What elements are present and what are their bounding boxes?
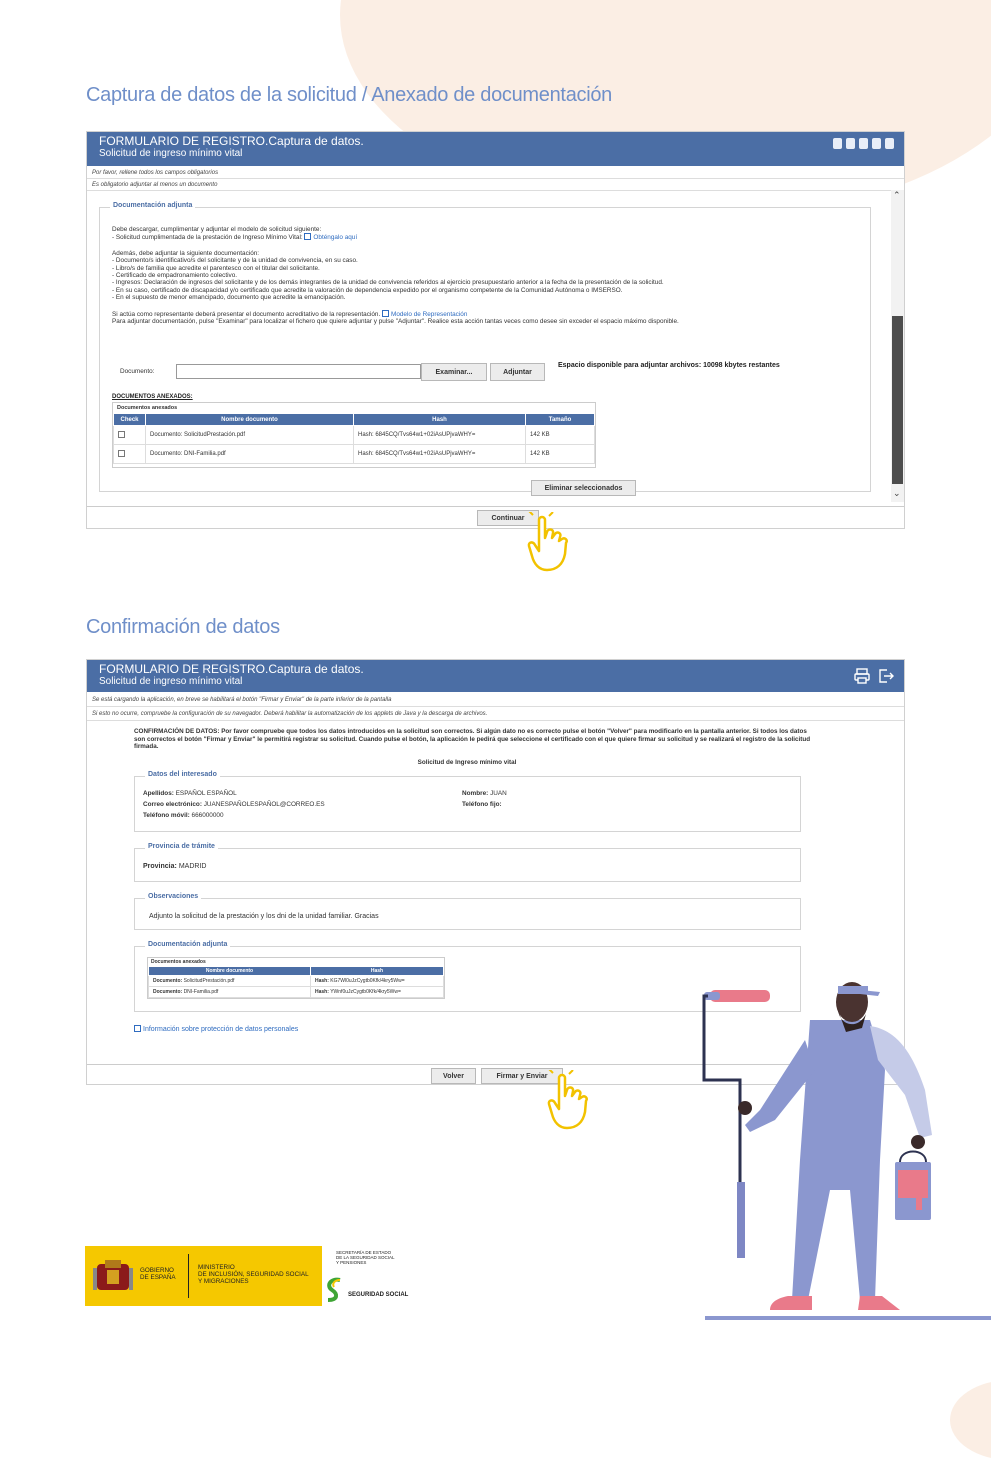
- privacy-link[interactable]: Información sobre protección de datos personales: [143, 1026, 299, 1033]
- doc-name: Documento: DNI-Familia.pdf: [146, 445, 354, 464]
- fieldset-legend: Observaciones: [145, 893, 201, 900]
- doc-item-5: - En el supuesto de menor emancipado, documento que acredite la emancipación.: [112, 294, 346, 302]
- form-subtitle: Solicitud de ingreso mínimo vital: [99, 676, 243, 687]
- notice-required: Por favor, rellene todos los campos obligatorios: [87, 167, 904, 179]
- form-subtitle: Solicitud de ingreso mínimo vital: [99, 148, 243, 159]
- government-name: GOBIERNO DE ESPAÑA: [140, 1267, 176, 1281]
- form-name: Solicitud de Ingreso mínimo vital: [417, 759, 517, 766]
- col-name: Nombre documento: [149, 967, 311, 976]
- pointer-hand-icon: [545, 1070, 611, 1136]
- social-security-name: SEGURIDAD SOCIAL: [348, 1292, 409, 1298]
- section-title-capture: Captura de datos de la solicitud / Anexado de documentación: [86, 84, 613, 106]
- logo-divider: [188, 1254, 189, 1298]
- doc-hash: Hash: 6845CQ/Tvs64w1+02iAsUPjvaWHY=: [354, 445, 526, 464]
- summary-subtitle: Documentos anexados: [151, 959, 206, 965]
- representation-model-link[interactable]: Modelo de Representación: [391, 310, 468, 318]
- doc-name: DNI-Familia.pdf: [183, 989, 219, 995]
- annexed-table-box: [112, 402, 596, 468]
- doc-item-1: - Libro/s de familia que acredite el parentesco con el titular del solicitante.: [112, 264, 320, 272]
- divider: [87, 506, 904, 507]
- available-space: Espacio disponible para adjuntar archivos: 10098 kbytes restantes: [558, 362, 780, 369]
- name-field: Nombre: JUAN: [462, 790, 507, 797]
- docs-intro: Además, debe adjuntar la siguiente documentación:: [112, 249, 260, 257]
- table-row: Documento: SolicitudPrestación.pdf Hash: KG7Wl0uJzCygtb0Kfk/4kry5Ww=: [149, 976, 444, 987]
- observations-text: Adjunto la solicitud de la prestación y los dni de la unidad familiar. Gracias: [149, 913, 379, 920]
- form-header: [87, 660, 904, 692]
- exit-icon[interactable]: [885, 138, 894, 149]
- continue-button[interactable]: Continuar: [477, 510, 539, 526]
- intro-text: Debe descargar, cumplimentar y adjuntar el modelo de solicitud siguiente:: [112, 226, 322, 233]
- row-checkbox[interactable]: [118, 431, 125, 438]
- external-link-icon: [134, 1025, 141, 1032]
- form-title: FORMULARIO DE REGISTRO.Captura de datos.: [99, 662, 364, 676]
- secretariat-name: SECRETARÍA DE ESTADO DE LA SEGURIDAD SOCIAL Y PENSIONES: [336, 1250, 395, 1265]
- col-check: Check: [114, 414, 146, 426]
- doc-hash: YWnf0uJzCygtb0Kfk/4kry5Ww=: [330, 989, 401, 995]
- surname-field: Apellidos: ESPAÑOL ESPAÑOL: [143, 790, 237, 797]
- province-fieldset: [134, 843, 801, 882]
- scroll-thumb[interactable]: [892, 316, 903, 484]
- decorative-blob-bottom: [950, 1380, 991, 1460]
- table-row: [114, 445, 595, 464]
- doc-size: 142 KB: [526, 445, 595, 464]
- scroll-up-icon[interactable]: ⌃: [893, 190, 901, 200]
- notice-attachment: Es obligatorio adjuntar al menos un documento: [87, 179, 904, 191]
- coat-of-arms-icon: [93, 1256, 133, 1296]
- exit-icon[interactable]: [878, 668, 894, 684]
- attached-docs-fieldset: [99, 202, 871, 492]
- form-header: [87, 132, 904, 166]
- social-security-icon: [324, 1276, 346, 1304]
- registration-form-capture: [86, 131, 905, 529]
- summary-table-box: [147, 957, 445, 999]
- government-logos: [85, 1246, 417, 1306]
- doc-name: Documento: SolicitudPrestación.pdf: [146, 426, 354, 445]
- print-icon[interactable]: [846, 138, 855, 149]
- privacy-link-row: [134, 1025, 298, 1033]
- doc-item-0: - Documento/s identificativo/s del solicitante y de la unidad de convivencia, en su caso.: [112, 257, 358, 265]
- col-name: Nombre documento: [146, 414, 354, 426]
- doc-name: SolicitudPrestación.pdf: [183, 978, 235, 984]
- fieldset-legend: Documentación adjunta: [145, 941, 230, 948]
- doc-hash: KG7Wl0uJzCygtb0Kfk/4kry5Ww=: [330, 978, 405, 984]
- header-toolbar: [833, 138, 894, 149]
- table-row: [114, 426, 595, 445]
- help-icon[interactable]: [859, 138, 868, 149]
- pointer-hand-icon: [525, 512, 591, 578]
- observations-fieldset: [134, 893, 801, 930]
- annexed-subtitle: Documentos anexados: [117, 405, 178, 411]
- sign-and-send-button[interactable]: Firmar y Enviar: [481, 1068, 563, 1084]
- browse-button[interactable]: Examinar...: [421, 363, 487, 381]
- external-link-icon: [304, 233, 311, 240]
- doc-item-4: - En su caso, certificado de discapacidad y/o certificado que acredite la valoración de dependencia expedido por el organismo competente de la Comunidad Autónoma o IMSERSO.: [112, 286, 623, 294]
- intro-item: - Solicitud cumplimentada de la prestación de Ingreso Mínimo Vital: Obténgalo aquí: [112, 234, 358, 242]
- form-title: FORMULARIO DE REGISTRO.Captura de datos.: [99, 134, 364, 148]
- fieldset-legend: Documentación adjunta: [110, 202, 195, 209]
- mobile-field: Teléfono móvil: 666000000: [143, 812, 224, 819]
- print-icon[interactable]: [854, 668, 870, 684]
- province-field: Provincia: MADRID: [143, 863, 207, 870]
- doc-item-3: - Ingresos: Declaración de ingresos del solicitante y de los demás integrantes de la unidad de convivencia referidos al ejercicio presupuestario anterior a la fecha de la presentación de la solicitud.: [112, 279, 664, 287]
- painter-illustration: [700, 960, 991, 1320]
- attach-button[interactable]: Adjuntar: [490, 363, 545, 381]
- confirmation-text: CONFIRMACIÓN DE DATOS: Por favor compruebe que todos los datos introducidos en la solicitud son correctos. Si algún dato no es correcto pulse el botón "Volver" para modificarlo en la pantalla anterior. Si todos los datos son correctos el botón "Firmar y Enviar" le permitirá registrar su solicitud. Cuando pulse el botón, la aplicación le pedirá que seleccione el certificado con el que quiere firmar su solicitud y se realizará el registro de la solicitud firmada.: [134, 728, 811, 750]
- ministry-name: MINISTERIO DE INCLUSIÓN, SEGURIDAD SOCIAL Y MIGRACIONES: [198, 1264, 309, 1285]
- get-form-link[interactable]: Obténgalo aquí: [313, 234, 358, 242]
- col-hash: Hash: [354, 414, 526, 426]
- notice-browser: Si esto no ocurre, compruebe la configuración de su navegador. Deberá habilitar la automatización de los applets de Java y la descarga de archivos.: [87, 707, 904, 721]
- delete-selected-button[interactable]: Eliminar seleccionados: [531, 480, 636, 496]
- col-size: Tamaño: [526, 414, 595, 426]
- government-logo-block: [85, 1246, 322, 1306]
- fieldset-legend: Provincia de trámite: [145, 843, 218, 850]
- file-path-input[interactable]: [176, 364, 421, 379]
- representation-text: Si actúa como representante deberá presentar el documento acreditativo de la representación. Modelo de Representación: [112, 310, 468, 318]
- doc-hash: Hash: 6845CQ/Tvs64w1+02iAsUPjvaWHY=: [354, 426, 526, 445]
- section-title-confirmation: Confirmación de datos: [86, 616, 280, 638]
- notice-loading: Se está cargando la aplicación, en breve se habilitará el botón "Firmar y Enviar" de la parte inferior de la pantalla: [87, 693, 904, 707]
- col-hash: Hash: [311, 967, 444, 976]
- social-security-logo-block: [322, 1246, 417, 1306]
- document-icon[interactable]: [872, 138, 881, 149]
- summary-table: [148, 966, 444, 998]
- document-label: Documento:: [120, 368, 155, 375]
- row-checkbox[interactable]: [118, 450, 125, 457]
- back-button[interactable]: Volver: [431, 1068, 476, 1084]
- email-field: Correo electrónico: JUANESPAÑOLESPAÑOL@CORREO.ES: [143, 801, 325, 808]
- table-row: Documento: DNI-Familia.pdf Hash: YWnf0uJzCygtb0Kfk/4kry5Ww=: [149, 987, 444, 998]
- instructions: [112, 226, 862, 325]
- scroll-down-icon[interactable]: ⌄: [893, 488, 901, 498]
- doc-item-2: - Certificado de empadronamiento colectivo.: [112, 272, 238, 280]
- landline-field: Teléfono fijo:: [462, 801, 502, 808]
- applicant-data-fieldset: [134, 771, 801, 832]
- annexed-table: [113, 413, 595, 464]
- external-link-icon: [382, 310, 389, 317]
- accessibility-icon[interactable]: [833, 138, 842, 149]
- scrollbar[interactable]: [891, 190, 904, 502]
- doc-size: 142 KB: [526, 426, 595, 445]
- attach-help: Para adjuntar documentación, pulse "Examinar" para localizar el fichero que quiere adjuntar y pulse "Adjuntar". Realice esta acción tantas veces como desee sin exceder el espacio máximo disponible.: [112, 318, 679, 326]
- annexed-title: DOCUMENTOS ANEXADOS:: [112, 394, 193, 400]
- fieldset-legend: Datos del interesado: [145, 771, 220, 778]
